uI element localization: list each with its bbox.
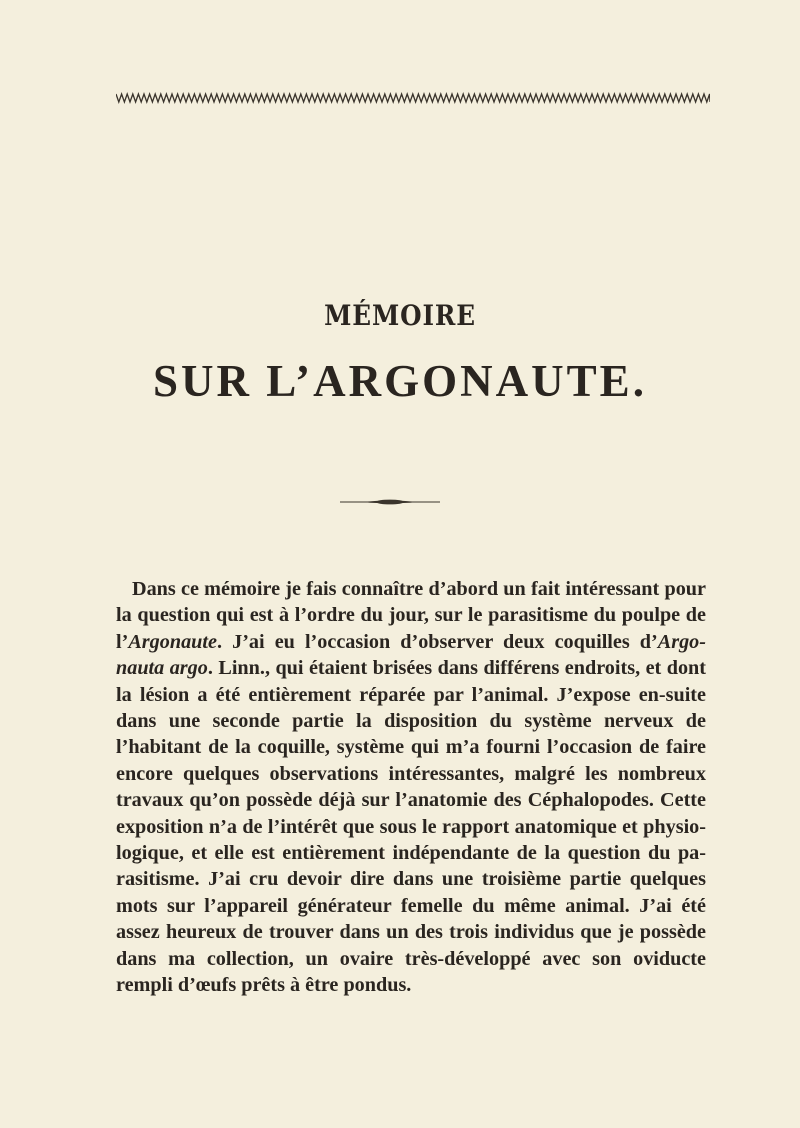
body-paragraph [116,576,706,999]
memoir-heading: MÉMOIRE [324,299,476,332]
wavy-line-ornament [116,92,710,104]
small-rule-ornament [340,498,440,506]
text-segment: Dans ce mémoire je fais connaître d’abord un fait intéressant pour la question qui est à l’ordre du jour, sur le parasitisme du poulpe de l’ [116,578,706,653]
text-segment: . J’ai eu l’occasion d’observer deux coquilles d’ [216,630,658,653]
memoir-title: SUR L’ARGONAUTE. [153,356,647,406]
paragraph-1 [116,576,706,999]
text-segment: . Linn., qui étaient brisées dans différens endroits, et dont la lésion a été entièrement réparée par l’animal. J’expose en-suite dans une seconde partie la disposition du système nerveux de l’habitant de la coquille, système qui m’a fourni l’occasion de faire encore quelques observations intéressantes, malgré les nombreux travaux qu’on possède déjà sur l’anatomie des Céphalopodes. Cette exposition n’a de l’intérêt que sous le rapport anatomique et physio-logique, et elle est entièrement indépendante de la question du pa-rasitisme. J’ai cru devoir dire dans une troisième partie quelques mots sur l’appareil générateur femelle du même animal. J’ai été assez heureux de trouver dans un des trois individus que je possède dans ma collection, un ovaire très-développé avec son oviducte rempli d’œufs prêts à être pondus. [116,657,706,997]
italic-term: Argonaute [128,630,217,653]
italic-species-name: Argo-nauta argo [116,630,706,680]
